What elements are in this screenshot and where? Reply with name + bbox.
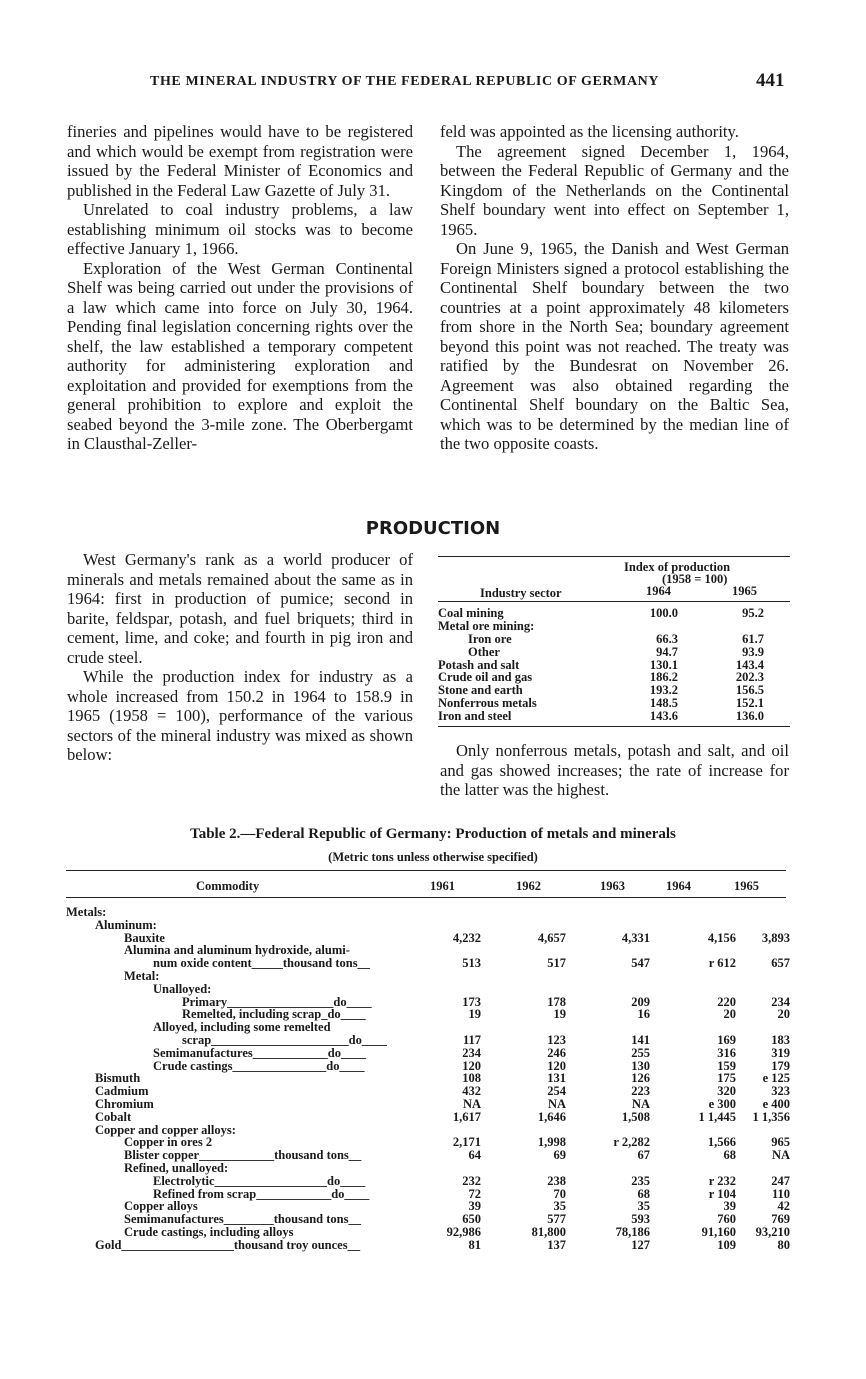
page-number: 441 xyxy=(756,70,785,91)
value-1965: 965 xyxy=(771,1135,790,1150)
value-1964: e 300 xyxy=(708,1096,736,1111)
commodity-label: Semimanufactures________thousand tons__ xyxy=(124,1212,361,1227)
value-1962: 238 xyxy=(547,1173,566,1188)
paragraph: Only nonferrous metals, potash and salt, and oil and gas showed increases; the rate of increase for the latter was the highest. xyxy=(440,741,789,799)
paragraph: On June 9, 1965, the Danish and West German Foreign Ministers signed a protocol establishing the Continental Shelf boundary between the two countries at a point approximately 48 kilometers from shore in the North Sea; boundary agreement beyond this point was not reached. The treaty was ratified by the Bundesrat on November 26. Agreement was also obtained regarding the Continental Shelf boundary on the Baltic Sea, which was to be determined by the median line of the two opposite coasts. xyxy=(440,239,789,453)
column-header: 1965 xyxy=(732,584,757,598)
value-1965: 156.5 xyxy=(735,683,764,698)
running-header: THE MINERAL INDUSTRY OF THE FEDERAL REPUBLIC OF GERMANY xyxy=(150,74,660,89)
value-1962: 70 xyxy=(553,1186,566,1201)
value-1961: 72 xyxy=(468,1186,481,1201)
sector-label: Nonferrous metals xyxy=(438,697,537,711)
table-row xyxy=(66,970,786,983)
value-1964: 320 xyxy=(717,1084,736,1099)
value-1964: 100.0 xyxy=(649,606,678,620)
sector-label: Coal mining xyxy=(438,607,504,620)
commodity-label: Cadmium xyxy=(95,1084,149,1099)
commodity-label: Bismuth xyxy=(95,1071,141,1086)
table-row xyxy=(66,1071,790,1086)
value-1961: 650 xyxy=(462,1212,481,1227)
value-1964: 186.2 xyxy=(649,670,678,685)
table-rule xyxy=(438,601,790,602)
value-1965: e 400 xyxy=(762,1096,790,1111)
commodity-label: Refined from scrap____________do____ xyxy=(153,1186,370,1201)
value-1961: 1,617 xyxy=(452,1109,481,1124)
commodity-label: Copper and copper alloys: xyxy=(95,1122,236,1137)
value-1965: 183 xyxy=(771,1032,790,1047)
group-subheader: (1958 = 100) xyxy=(662,572,728,586)
body-column-left xyxy=(67,122,413,454)
value-1963: 593 xyxy=(631,1212,650,1227)
commodity-label: scrap______________________do____ xyxy=(182,1032,387,1047)
sector-label: Crude oil and gas xyxy=(438,671,533,685)
table-header xyxy=(438,557,790,601)
value-1964: 20 xyxy=(723,1007,736,1022)
commodity-label: Crude castings_______________do____ xyxy=(153,1058,365,1073)
column-header: 1962 xyxy=(516,879,541,893)
commodity-label: Chromium xyxy=(95,1096,154,1111)
section-heading-production: PRODUCTION xyxy=(365,518,501,539)
column-header: 1963 xyxy=(600,879,625,893)
production-text-right xyxy=(440,741,789,800)
value-1963: 223 xyxy=(631,1084,650,1099)
value-1963: r 2,282 xyxy=(613,1135,650,1150)
paragraph: The agreement signed December 1, 1964, between the Federal Republic of Germany and the Kingdom of the Netherlands on the Continental Shelf boundary went into effect on September 1, 1965. xyxy=(440,141,789,239)
value-1962: 577 xyxy=(547,1212,566,1227)
table-row xyxy=(66,1224,790,1239)
table-row xyxy=(66,919,786,932)
column-header: 1961 xyxy=(430,879,455,893)
table-row xyxy=(438,646,790,659)
value-1961: 234 xyxy=(462,1045,481,1060)
value-1965: 61.7 xyxy=(742,631,764,646)
value-1965: 323 xyxy=(771,1084,790,1099)
value-1964: 94.7 xyxy=(656,644,678,659)
value-1963: 68 xyxy=(637,1186,650,1201)
value-1964: 39 xyxy=(723,1199,736,1214)
value-1965: e 125 xyxy=(762,1071,790,1086)
value-1961: 19 xyxy=(468,1007,481,1022)
value-1962: 123 xyxy=(547,1032,566,1047)
commodity-label: Bauxite xyxy=(124,930,165,945)
table-title: Table 2.—Federal Republic of Germany: Production of metals and minerals xyxy=(190,826,676,842)
table-rule xyxy=(66,897,786,898)
paragraph: West Germany's rank as a world producer of minerals and metals remained about the same as in 1964: first in production of pumice; second in barite, feldspar, potash, and fuel briquets; third in cement, lime, and coke; and fourth in pig iron and crude steel. xyxy=(67,550,413,667)
value-1963: 127 xyxy=(631,1237,650,1252)
value-1963: 35 xyxy=(637,1199,650,1214)
value-1965: 80 xyxy=(777,1237,790,1252)
value-1963: 16 xyxy=(637,1007,650,1022)
value-1964: 159 xyxy=(717,1058,736,1073)
value-1964: 68 xyxy=(723,1148,736,1163)
value-1962: 246 xyxy=(547,1045,566,1060)
value-1964: 66.3 xyxy=(656,631,678,646)
sector-label: Potash and salt xyxy=(438,658,520,672)
value-1965: 20 xyxy=(777,1007,790,1022)
value-1964: 169 xyxy=(717,1032,736,1047)
value-1962: 254 xyxy=(547,1084,566,1099)
table-row xyxy=(66,983,786,996)
value-1965: 769 xyxy=(771,1212,790,1227)
value-1965: 143.4 xyxy=(735,657,764,672)
value-1961: 120 xyxy=(462,1058,481,1073)
value-1964: 193.2 xyxy=(649,683,678,698)
value-1965: 319 xyxy=(771,1045,790,1060)
value-1963: 255 xyxy=(631,1045,650,1060)
value-1965: 179 xyxy=(771,1058,790,1073)
value-1961: 2,171 xyxy=(452,1135,481,1150)
value-1962: 69 xyxy=(553,1148,566,1163)
value-1962: 1,998 xyxy=(537,1135,566,1150)
table-row xyxy=(66,1084,790,1099)
value-1964: 1,566 xyxy=(707,1135,736,1150)
commodity-label: Primary_________________do____ xyxy=(182,994,372,1009)
index-of-production-table xyxy=(438,556,790,727)
column-header: 1965 xyxy=(734,879,759,893)
value-1963: 141 xyxy=(631,1032,650,1047)
value-1962: 178 xyxy=(547,994,566,1009)
commodity-label: Metal: xyxy=(124,968,160,983)
value-1965: 136.0 xyxy=(735,709,764,724)
value-1965: 93.9 xyxy=(742,644,764,659)
paragraph: fineries and pipelines would have to be registered and which would be exempt from registration were issued by the Federal Minister of Economics and published in the Federal Law Gazette of July 31. xyxy=(67,122,413,200)
value-1964: r 612 xyxy=(708,956,736,971)
value-1962: 1,646 xyxy=(537,1109,566,1124)
table-row xyxy=(66,906,786,919)
table-row xyxy=(66,1058,790,1073)
value-1961: 108 xyxy=(462,1071,481,1086)
value-1961: 92,986 xyxy=(446,1224,481,1239)
value-1965: 95.2 xyxy=(742,606,764,620)
value-1965: 202.3 xyxy=(735,670,764,685)
body-column-right xyxy=(440,122,789,454)
group-header: Index of production xyxy=(624,560,731,574)
commodity-label: Alloyed, including some remelted xyxy=(153,1020,331,1035)
value-1964: 4,156 xyxy=(707,930,736,945)
commodity-label: Electrolytic__________________do____ xyxy=(153,1173,366,1188)
value-1962: 35 xyxy=(553,1199,566,1214)
value-1965: 234 xyxy=(771,994,790,1009)
commodity-label: num oxide content_____thousand tons__ xyxy=(153,956,371,971)
value-1965: 42 xyxy=(777,1199,790,1214)
value-1963: 130 xyxy=(631,1058,650,1073)
production-table xyxy=(66,870,790,1252)
sector-label: Iron and steel xyxy=(438,710,512,724)
commodity-label: Copper in ores 2 xyxy=(124,1135,213,1150)
value-1962: NA xyxy=(547,1096,566,1111)
value-1965: 1 1,356 xyxy=(752,1109,790,1124)
value-1964: 91,160 xyxy=(701,1224,736,1239)
value-1963: 235 xyxy=(631,1173,650,1188)
table-header xyxy=(66,871,786,897)
table-row xyxy=(66,1212,790,1227)
value-1961: 4,232 xyxy=(452,930,481,945)
value-1964: 175 xyxy=(717,1071,736,1086)
paragraph: feld was appointed as the licensing authority. xyxy=(440,122,739,141)
value-1962: 81,800 xyxy=(531,1224,566,1239)
paragraph: Exploration of the West German Continental Shelf was being carried out under the provisions of a law which came into force on July 30, 1964. Pending final legislation concerning rights over the shelf, the law established a temporary competent authority for administering exploration and exploitation and provided for exemptions from the general prohibition to explore and exploit the seabed beyond the 3-mile zone. The Oberbergamt in Clausthal-Zeller- xyxy=(67,258,413,453)
value-1965: 247 xyxy=(771,1173,790,1188)
value-1961: 39 xyxy=(468,1199,481,1214)
table-subtitle: (Metric tons unless otherwise specified) xyxy=(328,850,538,864)
value-1965: 3,893 xyxy=(761,930,790,945)
commodity-label: Blister copper____________thousand tons__ xyxy=(124,1148,362,1163)
table-row xyxy=(66,1032,790,1047)
value-1962: 517 xyxy=(547,956,566,971)
commodity-label: Alumina and aluminum hydroxide, alumi- xyxy=(124,943,350,958)
paragraph: While the production index for industry as a whole increased from 150.2 in 1964 to 158.9 in 1965 (1958 = 100), performance of the various sectors of the mineral industry was mixed as shown below: xyxy=(67,667,413,764)
value-1961: 173 xyxy=(462,994,481,1009)
value-1961: 81 xyxy=(468,1237,481,1252)
commodity-label: Refined, unalloyed: xyxy=(124,1160,229,1175)
table-row xyxy=(66,1237,790,1252)
value-1963: 209 xyxy=(631,994,650,1009)
commodity-label: Cobalt xyxy=(95,1109,132,1124)
value-1964: 109 xyxy=(717,1237,736,1252)
sector-label: Metal ore mining: xyxy=(438,619,535,633)
value-1962: 137 xyxy=(547,1237,566,1252)
table-row xyxy=(66,1096,790,1111)
value-1961: 513 xyxy=(462,956,481,971)
value-1964: 130.1 xyxy=(649,657,678,672)
value-1963: 67 xyxy=(637,1148,650,1163)
commodity-label: Metals: xyxy=(66,905,107,919)
value-1961: 432 xyxy=(462,1084,481,1099)
table-row xyxy=(66,1045,790,1060)
value-1963: 547 xyxy=(631,956,650,971)
value-1965: 93,210 xyxy=(755,1224,790,1239)
table-row xyxy=(438,607,790,620)
value-1961: NA xyxy=(462,1096,481,1111)
value-1964: 220 xyxy=(717,994,736,1009)
column-header: Commodity xyxy=(196,879,260,893)
value-1964: r 104 xyxy=(708,1186,736,1201)
commodity-label: Semimanufactures____________do____ xyxy=(153,1045,366,1060)
value-1963: 1,508 xyxy=(621,1109,650,1124)
commodity-label: Gold__________________thousand troy ounces__ xyxy=(95,1237,361,1252)
table-row xyxy=(438,620,790,633)
value-1964: 316 xyxy=(717,1045,736,1060)
value-1965: NA xyxy=(771,1148,790,1163)
value-1961: 232 xyxy=(462,1173,481,1188)
table-rule xyxy=(438,726,790,727)
table-row xyxy=(66,1173,790,1188)
commodity-label: Crude castings, including alloys xyxy=(124,1224,294,1239)
table-row xyxy=(438,633,790,646)
table-row xyxy=(66,956,790,971)
table-row xyxy=(66,994,790,1009)
value-1964: r 232 xyxy=(708,1173,736,1188)
commodity-label: Remelted, including scrap_do____ xyxy=(182,1007,366,1022)
value-1961: 64 xyxy=(468,1148,481,1163)
table-row xyxy=(66,1021,786,1034)
value-1964: 1 1,445 xyxy=(698,1109,736,1124)
value-1962: 120 xyxy=(547,1058,566,1073)
production-text-left xyxy=(67,550,413,765)
value-1964: 143.6 xyxy=(649,709,678,724)
sector-label: Stone and earth xyxy=(438,684,523,698)
value-1961: 117 xyxy=(462,1032,481,1047)
value-1963: NA xyxy=(631,1096,650,1111)
paragraph: Unrelated to coal industry problems, a law establishing minimum oil stocks was to become effective January 1, 1966. xyxy=(67,200,413,258)
commodity-label: Copper alloys xyxy=(124,1199,198,1214)
sector-label: Other xyxy=(468,645,500,659)
value-1965: 110 xyxy=(771,1186,790,1201)
value-1962: 4,657 xyxy=(537,930,566,945)
table-row xyxy=(438,710,790,723)
value-1963: 4,331 xyxy=(621,930,650,945)
value-1964: 148.5 xyxy=(649,696,678,711)
column-header: 1964 xyxy=(646,584,671,598)
value-1962: 131 xyxy=(547,1071,566,1086)
value-1965: 657 xyxy=(771,956,790,971)
commodity-label: Unalloyed: xyxy=(153,981,212,996)
column-header: Industry sector xyxy=(480,586,562,600)
commodity-label: Aluminum: xyxy=(95,917,157,932)
sector-label: Iron ore xyxy=(468,632,512,646)
column-header: 1964 xyxy=(666,879,691,893)
value-1962: 19 xyxy=(553,1007,566,1022)
value-1963: 78,186 xyxy=(615,1224,650,1239)
table-row xyxy=(66,1109,790,1124)
value-1965: 152.1 xyxy=(735,696,764,711)
value-1964: 760 xyxy=(717,1212,736,1227)
table-row xyxy=(66,1162,786,1175)
value-1963: 126 xyxy=(631,1071,650,1086)
